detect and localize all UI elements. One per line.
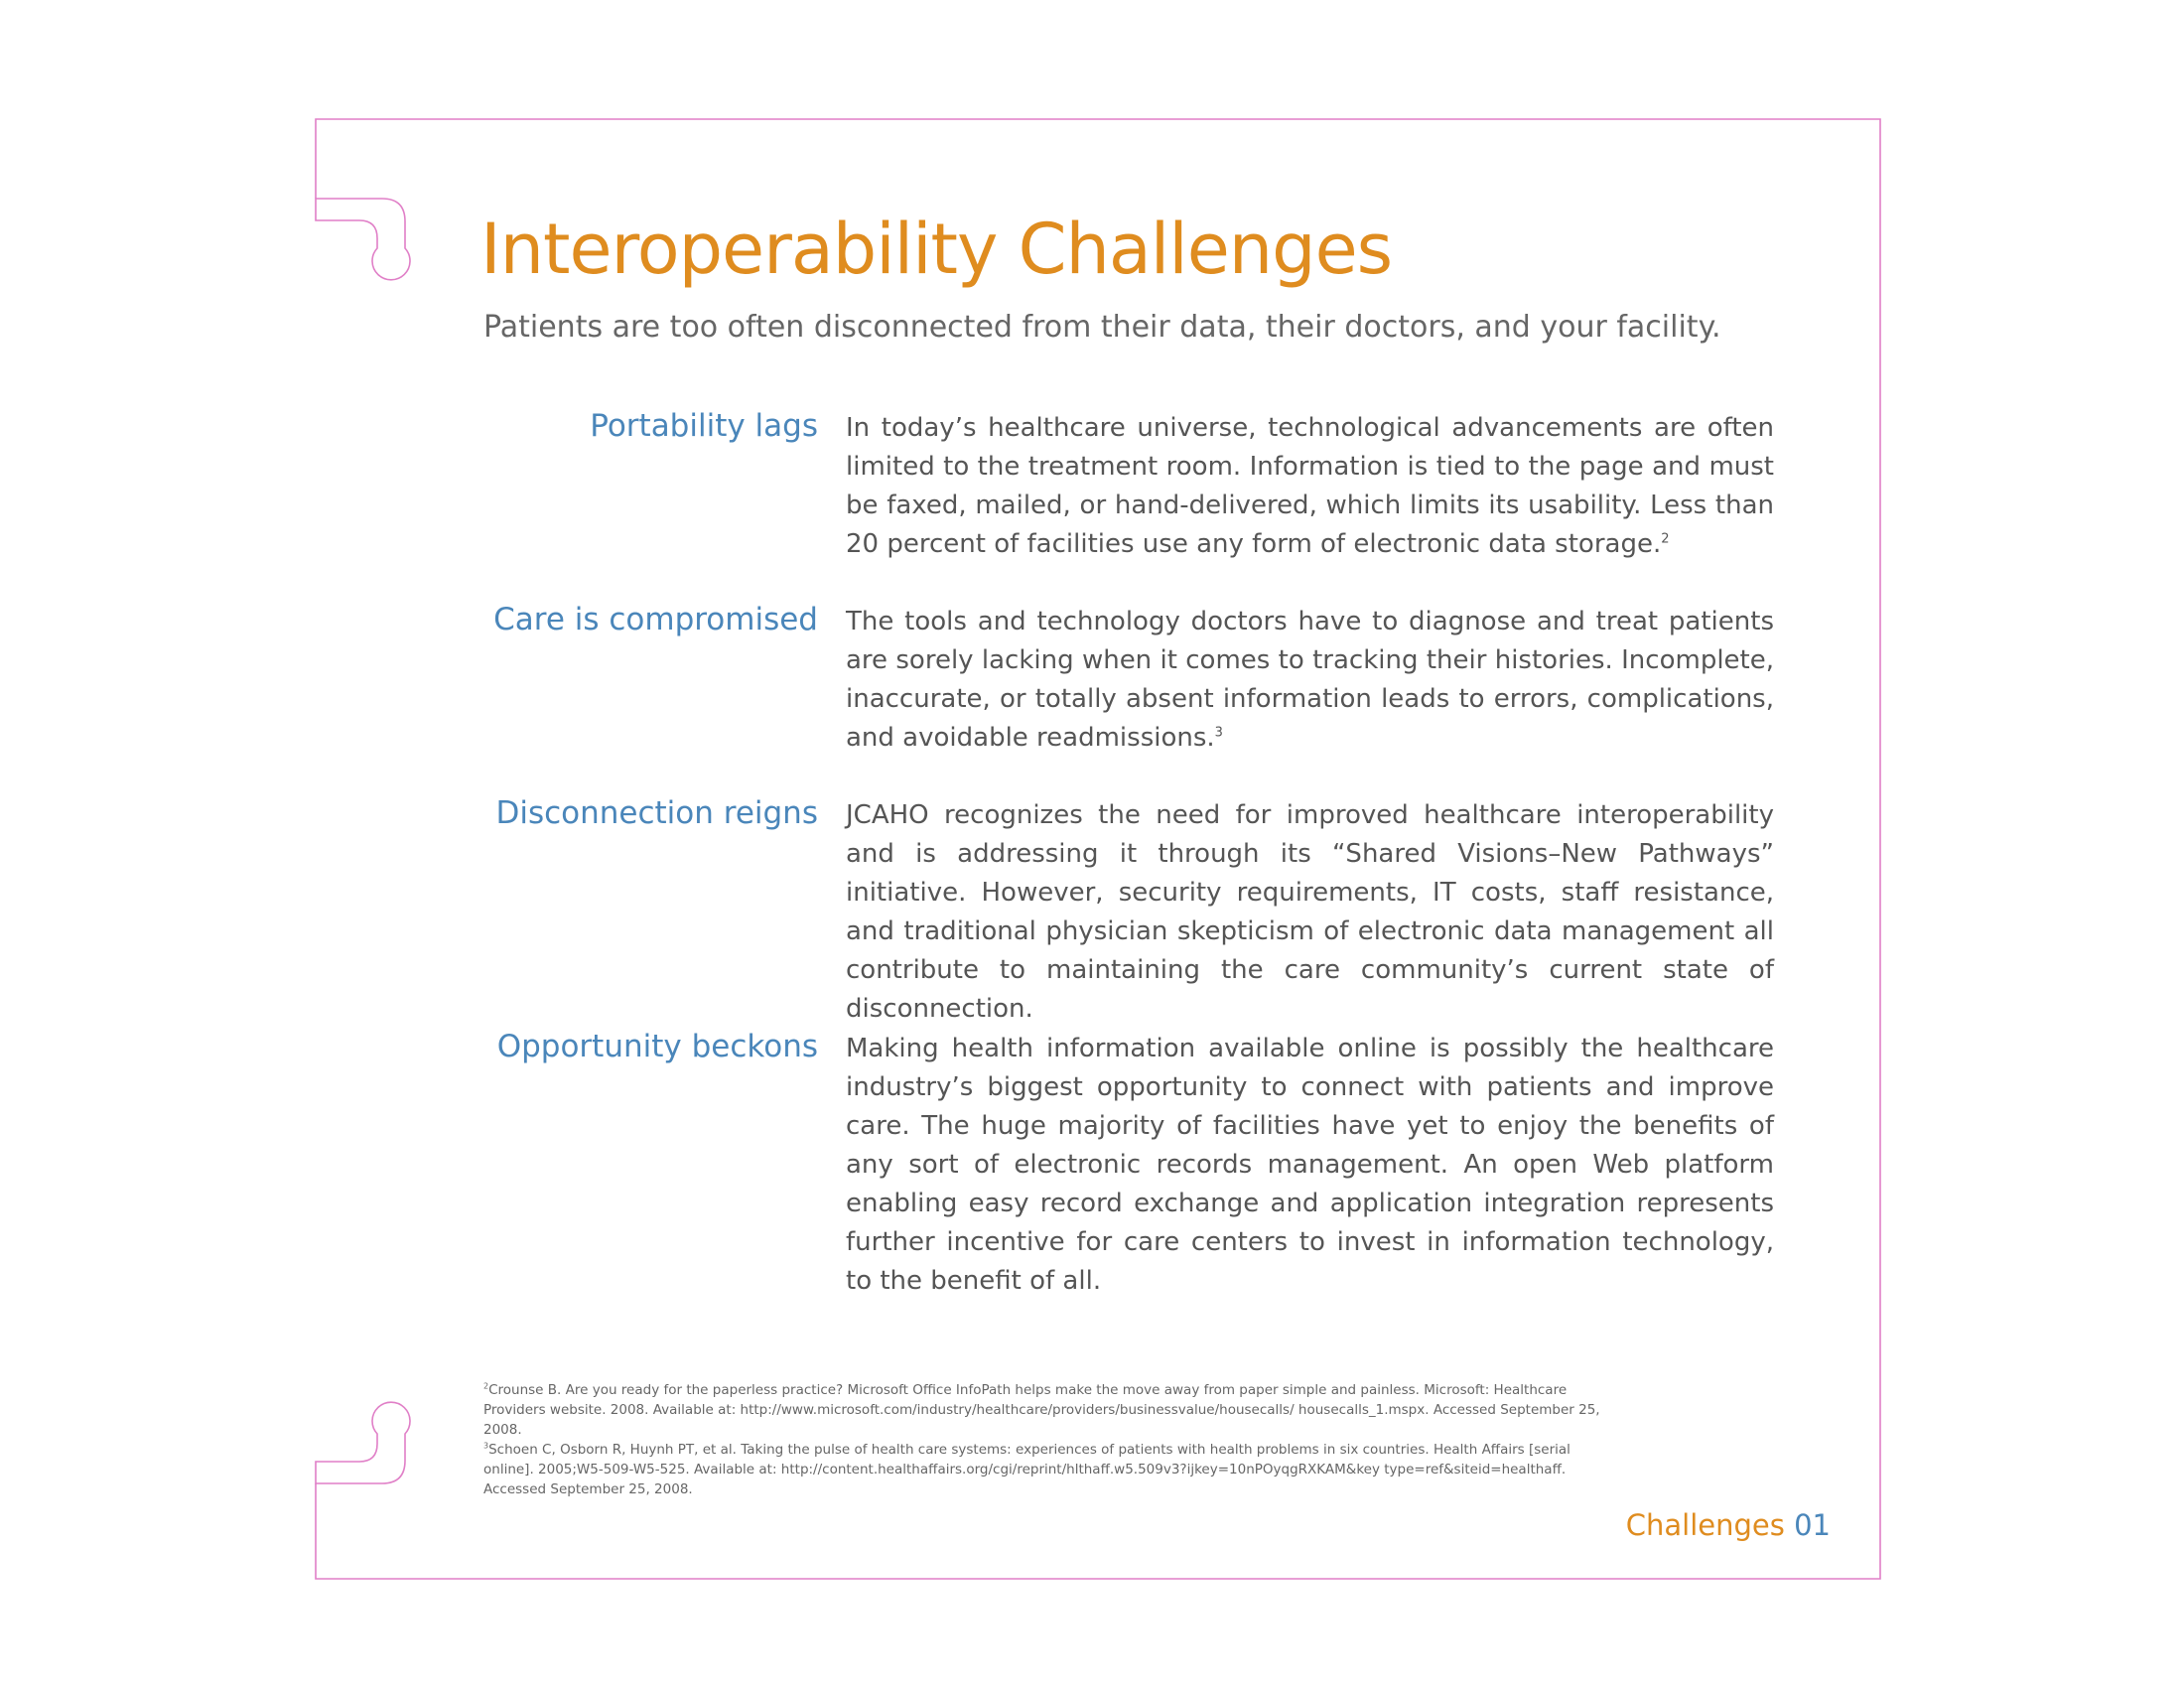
section-heading-care: Care is compromised [493,602,818,637]
page-footer [1626,1505,1831,1545]
footnote-ref: 3 [1214,725,1223,741]
section-heading-portability: Portability lags [590,408,818,444]
footnote-text: Schoen C, Osborn R, Huynh PT, et al. Taking the pulse of health care systems: experiences of patients with health problems in six countries. Health Affairs [serial online]. 2005;W5-509-W5-525. Available at: http://content.healthaffairs.org/cgi/reprint/hlthaff.w5.509v3?ijkey=10nPOyqgRXKAM&key type=ref&siteid=healthaff. Accessed September 25, 2008. [483,1442,1570,1497]
page-subtitle: Patients are too often disconnected from their data, their doctors, and your facility. [483,310,1721,345]
footnote-number: 3 [483,1441,489,1451]
top-connector-tab [316,199,410,280]
section-body-portability [846,409,1774,564]
section-body-opportunity [846,1030,1774,1301]
footnote-text: Crounse B. Are you ready for the paperless practice? Microsoft Office InfoPath helps make the move away from paper simple and painless. Microsoft: Healthcare Providers website. 2008. Available at: http://www.microsoft.com/industry/healthcare/providers/businessvalue/housecalls/ housecalls_1.mspx. Accessed September 25, 2008. [483,1382,1600,1438]
section-body-care [846,603,1774,758]
footer-section-label: Challenges [1625,1508,1785,1542]
footnote-3 [483,1440,1605,1499]
section-body-text: JCAHO recognizes the need for improved healthcare interoperability and is addressing it through its “Shared Visions–New Pathways” initiative. However, security requirements, IT costs, staff resistance, and traditional physician skepticism of electronic data management all contribute to maintaining the care community’s current state of disconnection. [846,800,1774,1024]
footnote-2 [483,1380,1605,1440]
footnotes [483,1380,1605,1499]
section-heading-opportunity: Opportunity beckons [496,1029,818,1064]
footnote-number: 2 [483,1381,489,1391]
page-title: Interoperability Challenges [480,209,1393,290]
footnote-ref: 2 [1661,531,1670,547]
bottom-connector-tab [316,1402,410,1483]
section-heading-disconnection: Disconnection reigns [495,795,818,831]
page-number: 01 [1794,1508,1831,1542]
section-body-text: Making health information available online is possibly the healthcare industry’s biggest opportunity to connect with patients and improve care. The huge majority of facilities have yet to enjoy the benefits of any sort of electronic records management. An open Web platform enabling easy record exchange and application integration represents further incentive for care centers to invest in information technology, to the benefit of all. [846,1034,1774,1296]
section-body-disconnection [846,796,1774,1029]
section-body-text: The tools and technology doctors have to diagnose and treat patients are sorely lacking when it comes to tracking their histories. Incomplete, inaccurate, or totally absent information leads to errors, complications, and avoidable readmissions. [846,607,1774,753]
section-body-text: In today’s healthcare universe, technological advancements are often limited to the treatment room. Information is tied to the page and must be faxed, mailed, or hand-delivered, which limits its usability. Less than 20 percent of facilities use any form of electronic data storage. [846,413,1774,559]
